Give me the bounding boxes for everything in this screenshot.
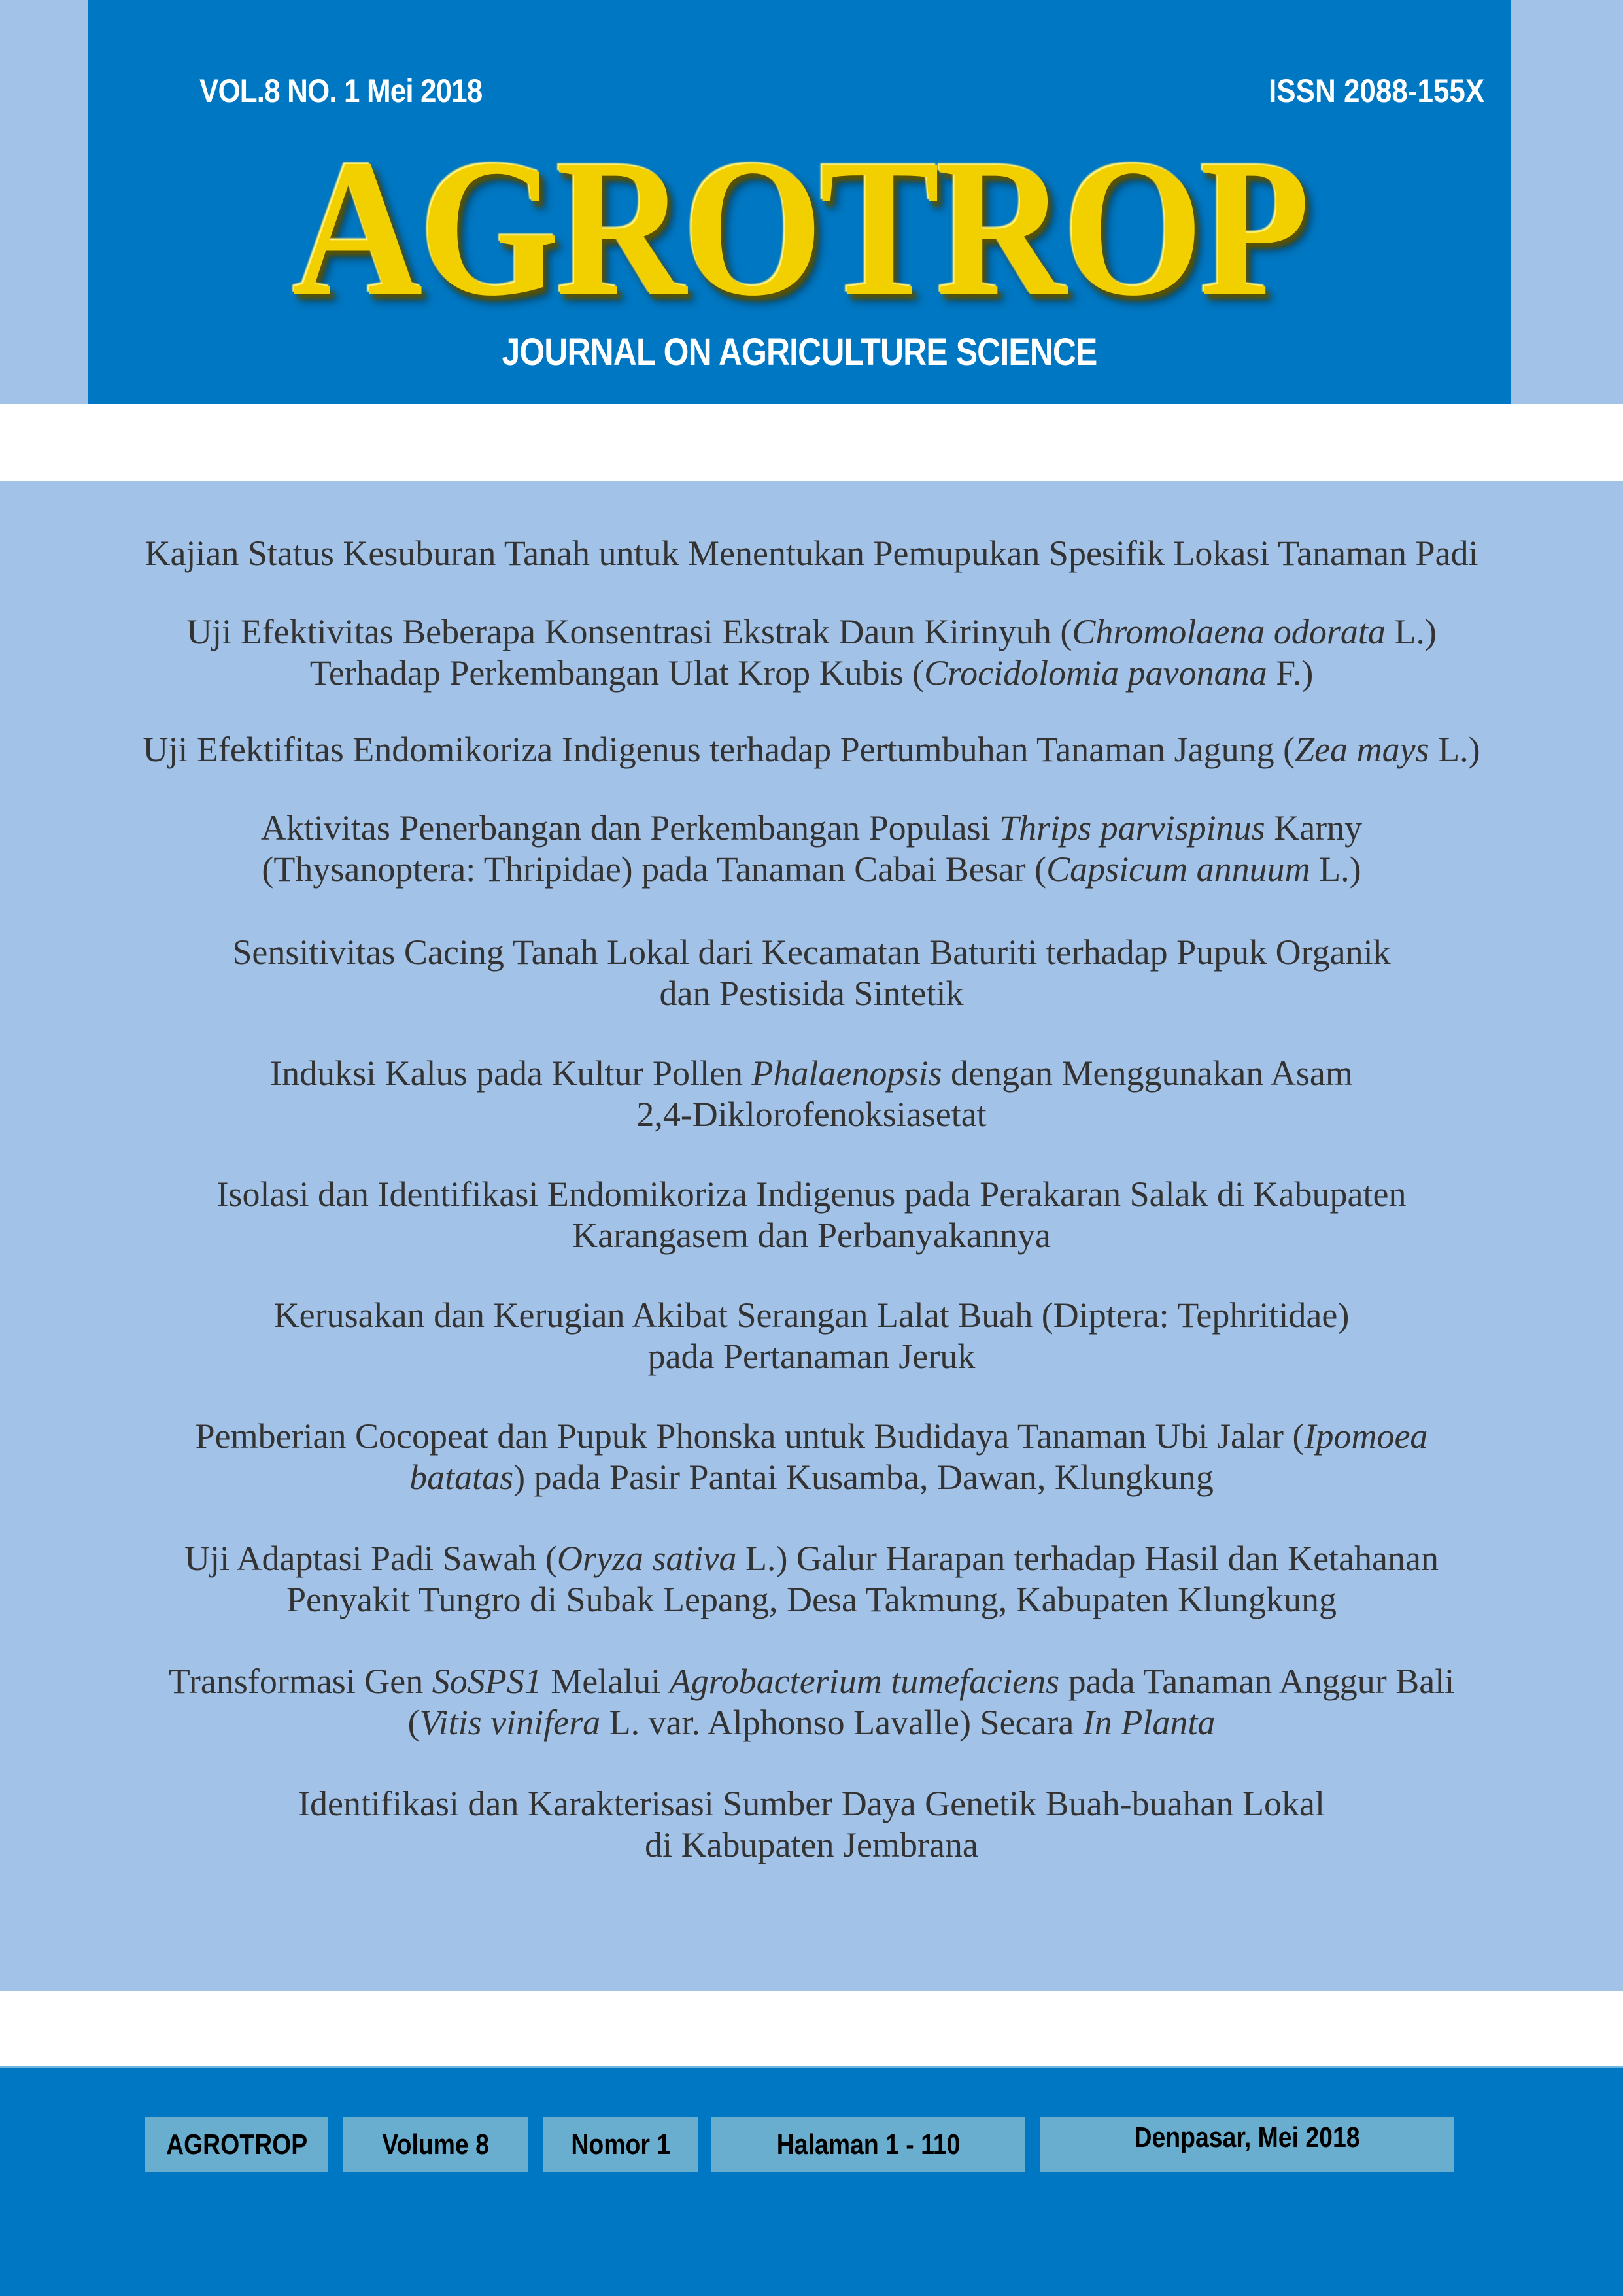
footer-pages-label: Halaman 1 - 110 <box>776 2129 961 2161</box>
title-text: Karangasem dan Perbanyakannya <box>572 1216 1051 1255</box>
scientific-name: In Planta <box>1082 1703 1216 1742</box>
scientific-name: Zea mays <box>1295 730 1429 769</box>
title-text: Isolasi dan Identifikasi Endomikoriza Indigenus pada Perakaran Salak di Kabupaten <box>216 1174 1407 1214</box>
footer-journal-label: AGROTROP <box>165 2129 308 2161</box>
footer-number-box <box>543 2117 698 2172</box>
cover-footer <box>0 2066 1623 2296</box>
title-text: Transformasi Gen <box>168 1662 432 1701</box>
title-text: Induksi Kalus pada Kultur Pollen <box>270 1054 752 1093</box>
table-of-contents-panel <box>0 481 1623 1991</box>
article-title-line <box>0 1215 1623 1256</box>
title-text: Uji Efektivitas Beberapa Konsentrasi Ekstrak Daun Kirinyuh ( <box>186 612 1072 651</box>
title-text: dan Pestisida Sintetik <box>659 974 964 1013</box>
title-text: Melalui <box>541 1662 670 1701</box>
article-title <box>0 729 1623 770</box>
scientific-name: Ipomoea <box>1304 1416 1428 1456</box>
cover-header <box>88 0 1511 404</box>
title-text: L.) Galur Harapan terhadap Hasil dan Ketahanan <box>736 1539 1439 1578</box>
title-text: di Kabupaten Jembrana <box>645 1825 978 1864</box>
scientific-name: Chromolaena odorata <box>1072 612 1386 651</box>
article-title-line <box>0 1416 1623 1457</box>
title-text: L.) <box>1310 849 1361 889</box>
article-title <box>0 1538 1623 1620</box>
title-text: Terhadap Perkembangan Ulat Krop Kubis ( <box>309 653 925 693</box>
title-text: L.) <box>1429 730 1480 769</box>
footer-journal-box <box>145 2117 328 2172</box>
title-text: Uji Efektifitas Endomikoriza Indigenus terhadap Pertumbuhan Tanaman Jagung ( <box>143 730 1295 769</box>
scientific-name: Phalaenopsis <box>751 1054 942 1093</box>
article-title <box>0 1053 1623 1135</box>
article-title-line <box>0 1783 1623 1825</box>
footer-pages-box <box>711 2117 1025 2172</box>
footer-volume-label: Volume 8 <box>382 2129 489 2161</box>
scientific-name: Capsicum annuum <box>1046 849 1310 889</box>
article-title-line <box>0 1053 1623 1094</box>
article-title-line <box>0 1702 1623 1743</box>
article-title-line <box>0 1457 1623 1498</box>
article-title-line <box>0 1538 1623 1579</box>
issn-label: ISSN 2088-155X <box>1268 73 1484 109</box>
article-title-line <box>0 1661 1623 1702</box>
footer-volume-box <box>343 2117 528 2172</box>
article-title-line <box>0 533 1623 574</box>
article-title-line <box>0 1579 1623 1620</box>
title-text: Kerusakan dan Kerugian Akibat Serangan Lalat Buah (Diptera: Tephritidae) <box>273 1295 1350 1335</box>
footer-place-date-box <box>1040 2117 1454 2172</box>
title-text: dengan Menggunakan Asam <box>942 1054 1353 1093</box>
article-title-line <box>0 611 1623 653</box>
title-text: Karny <box>1265 808 1363 848</box>
scientific-name: SoSPS1 <box>432 1662 542 1701</box>
title-text: Penyakit Tungro di Subak Lepang, Desa Takmung, Kabupaten Klungkung <box>286 1580 1337 1619</box>
article-title <box>0 1783 1623 1866</box>
article-title <box>0 1295 1623 1377</box>
article-title <box>0 611 1623 694</box>
right-accent-strip <box>1511 0 1623 404</box>
article-title-line <box>0 1174 1623 1215</box>
title-text: Sensitivitas Cacing Tanah Lokal dari Kecamatan Baturiti terhadap Pupuk Organik <box>232 933 1391 972</box>
article-title-line <box>0 1094 1623 1135</box>
left-accent-strip <box>0 0 88 404</box>
title-text: L.) <box>1385 612 1437 651</box>
title-text: 2,4-Diklorofenoksiasetat <box>636 1095 987 1134</box>
journal-masthead: AGROTROP <box>292 119 1307 336</box>
article-title <box>0 1416 1623 1498</box>
scientific-name: Vitis vinifera <box>419 1703 601 1742</box>
title-text: Kajian Status Kesuburan Tanah untuk Menentukan Pemupukan Spesifik Lokasi Tanaman Padi <box>145 534 1478 573</box>
article-title <box>0 932 1623 1014</box>
title-text: ( <box>407 1703 420 1742</box>
title-text: (Thysanoptera: Thripidae) pada Tanaman Cabai Besar ( <box>262 849 1047 889</box>
article-title-line <box>0 808 1623 849</box>
scientific-name: Agrobacterium tumefaciens <box>669 1662 1060 1701</box>
scientific-name: Crocidolomia pavonana <box>924 653 1267 693</box>
title-text: F.) <box>1267 653 1314 693</box>
journal-subtitle: JOURNAL ON AGRICULTURE SCIENCE <box>502 331 1097 373</box>
title-text: ) pada Pasir Pantai Kusamba, Dawan, Klungkung <box>513 1458 1214 1497</box>
article-title-line <box>0 849 1623 890</box>
title-text: Uji Adaptasi Padi Sawah ( <box>184 1539 557 1578</box>
article-title-line <box>0 729 1623 770</box>
title-text: L. var. Alphonso Lavalle) Secara <box>600 1703 1083 1742</box>
article-title-line <box>0 1295 1623 1336</box>
article-title-line <box>0 1825 1623 1866</box>
article-title-line <box>0 932 1623 973</box>
footer-number-label: Nomor 1 <box>571 2129 670 2161</box>
article-title <box>0 1174 1623 1256</box>
title-text: Aktivitas Penerbangan dan Perkembangan Populasi <box>260 808 1000 848</box>
article-title-line <box>0 973 1623 1014</box>
scientific-name: Thrips parvispinus <box>999 808 1265 848</box>
article-title <box>0 1661 1623 1743</box>
scientific-name: Oryza sativa <box>556 1539 737 1578</box>
article-title <box>0 808 1623 890</box>
title-text: Pemberian Cocopeat dan Pupuk Phonska untuk Budidaya Tanaman Ubi Jalar ( <box>195 1416 1305 1456</box>
footer-place-date-label: Denpasar, Mei 2018 <box>1134 2121 1360 2153</box>
article-title-line <box>0 653 1623 694</box>
article-title-line <box>0 1336 1623 1377</box>
title-text: pada Pertanaman Jeruk <box>647 1337 976 1376</box>
title-text: pada Tanaman Anggur Bali <box>1059 1662 1455 1701</box>
title-text: Identifikasi dan Karakterisasi Sumber Daya Genetik Buah-buahan Lokal <box>298 1784 1325 1823</box>
article-title <box>0 533 1623 574</box>
volume-issue-label: VOL.8 NO. 1 Mei 2018 <box>199 73 483 109</box>
scientific-name: batatas <box>409 1458 514 1497</box>
